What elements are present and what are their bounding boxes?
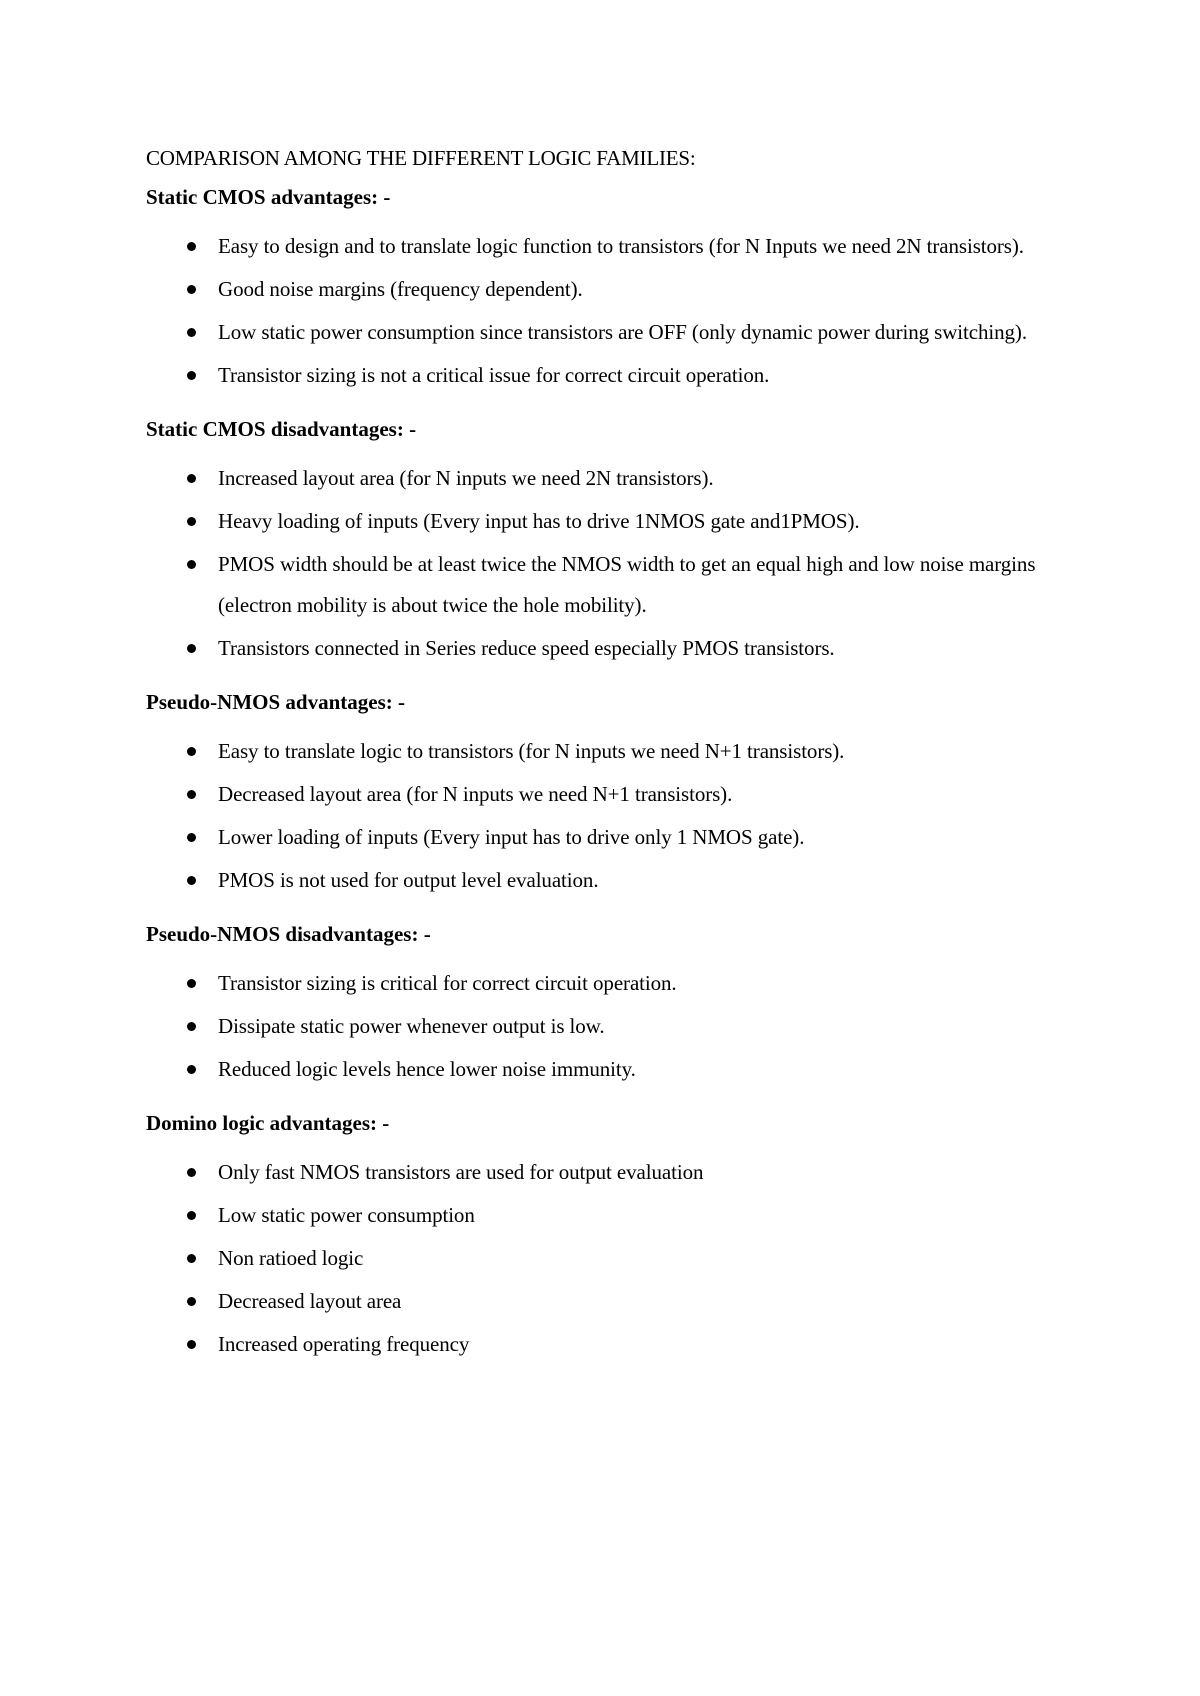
list-item bbox=[146, 1281, 1070, 1322]
list-item bbox=[146, 544, 1070, 626]
section-heading: Static CMOS disadvantages: - bbox=[146, 417, 417, 441]
list-item bbox=[146, 1238, 1070, 1279]
list-item-text: Transistor sizing is not a critical issue for correct circuit operation. bbox=[218, 363, 770, 387]
list-item bbox=[146, 628, 1070, 669]
bullet-dot-icon bbox=[187, 790, 196, 799]
section-heading: Domino logic advantages: - bbox=[146, 1111, 390, 1135]
bullet-dot-icon bbox=[187, 1065, 196, 1074]
list-item-text: PMOS is not used for output level evaluation. bbox=[218, 868, 599, 892]
list-item-text: Decreased layout area bbox=[218, 1289, 402, 1313]
list-item bbox=[146, 774, 1070, 815]
bullet-list bbox=[146, 226, 1070, 396]
bullet-dot-icon bbox=[187, 1211, 196, 1220]
list-item bbox=[146, 1049, 1070, 1090]
list-item-text: Non ratioed logic bbox=[218, 1246, 364, 1270]
list-item-text: Dissipate static power whenever output is low. bbox=[218, 1014, 605, 1038]
list-item bbox=[146, 1195, 1070, 1236]
bullet-dot-icon bbox=[187, 371, 196, 380]
section-heading: Pseudo-NMOS disadvantages: - bbox=[146, 922, 431, 946]
list-item-text: Increased layout area (for N inputs we need 2N transistors). bbox=[218, 466, 714, 490]
list-item bbox=[146, 1324, 1070, 1365]
list-item-text: Good noise margins (frequency dependent). bbox=[218, 277, 583, 301]
bullet-list bbox=[146, 963, 1070, 1090]
list-item-text: Low static power consumption bbox=[218, 1203, 475, 1227]
list-item-text: Low static power consumption since transistors are OFF (only dynamic power during switching). bbox=[218, 320, 1027, 344]
list-item bbox=[146, 860, 1070, 901]
list-item bbox=[146, 1152, 1070, 1193]
list-item-text: Only fast NMOS transistors are used for output evaluation bbox=[218, 1160, 704, 1184]
list-item-text: Heavy loading of inputs (Every input has to drive 1NMOS gate and1PMOS). bbox=[218, 509, 860, 533]
bullet-list bbox=[146, 731, 1070, 901]
section-heading: Pseudo-NMOS advantages: - bbox=[146, 690, 406, 714]
list-item bbox=[146, 355, 1070, 396]
list-item bbox=[146, 312, 1070, 353]
bullet-dot-icon bbox=[187, 1254, 196, 1263]
bullet-dot-icon bbox=[187, 1297, 196, 1306]
list-item bbox=[146, 963, 1070, 1004]
list-item bbox=[146, 731, 1070, 772]
list-item bbox=[146, 1006, 1070, 1047]
list-item bbox=[146, 817, 1070, 858]
bullet-list bbox=[146, 1152, 1070, 1365]
list-item bbox=[146, 226, 1070, 267]
list-item-text: Decreased layout area (for N inputs we need N+1 transistors). bbox=[218, 782, 733, 806]
list-item bbox=[146, 269, 1070, 310]
bullet-dot-icon bbox=[187, 560, 196, 569]
bullet-dot-icon bbox=[187, 474, 196, 483]
bullet-dot-icon bbox=[187, 876, 196, 885]
list-item-text: Transistors connected in Series reduce speed especially PMOS transistors. bbox=[218, 636, 835, 660]
bullet-dot-icon bbox=[187, 285, 196, 294]
bullet-dot-icon bbox=[187, 328, 196, 337]
bullet-dot-icon bbox=[187, 1022, 196, 1031]
list-item-text: Easy to translate logic to transistors (for N inputs we need N+1 transistors). bbox=[218, 739, 845, 763]
bullet-list bbox=[146, 458, 1070, 669]
bullet-dot-icon bbox=[187, 242, 196, 251]
list-item bbox=[146, 501, 1070, 542]
list-item-text: Increased operating frequency bbox=[218, 1332, 470, 1356]
list-item-text: Reduced logic levels hence lower noise immunity. bbox=[218, 1057, 636, 1081]
list-item-text: Lower loading of inputs (Every input has to drive only 1 NMOS gate). bbox=[218, 825, 805, 849]
bullet-dot-icon bbox=[187, 1340, 196, 1349]
section-heading: Static CMOS advantages: - bbox=[146, 185, 391, 209]
bullet-dot-icon bbox=[187, 979, 196, 988]
bullet-dot-icon bbox=[187, 747, 196, 756]
document-title: COMPARISON AMONG THE DIFFERENT LOGIC FAMILIES: bbox=[146, 146, 696, 170]
list-item bbox=[146, 458, 1070, 499]
bullet-dot-icon bbox=[187, 1168, 196, 1177]
document-body bbox=[146, 182, 1070, 1365]
list-item-text: PMOS width should be at least twice the NMOS width to get an equal high and low noise margins (electron mobility is about twice the hole mobility). bbox=[218, 552, 1036, 617]
list-item-text: Easy to design and to translate logic function to transistors (for N Inputs we need 2N transistors). bbox=[218, 234, 1024, 258]
list-item-text: Transistor sizing is critical for correct circuit operation. bbox=[218, 971, 677, 995]
bullet-dot-icon bbox=[187, 833, 196, 842]
bullet-dot-icon bbox=[187, 644, 196, 653]
bullet-dot-icon bbox=[187, 517, 196, 526]
